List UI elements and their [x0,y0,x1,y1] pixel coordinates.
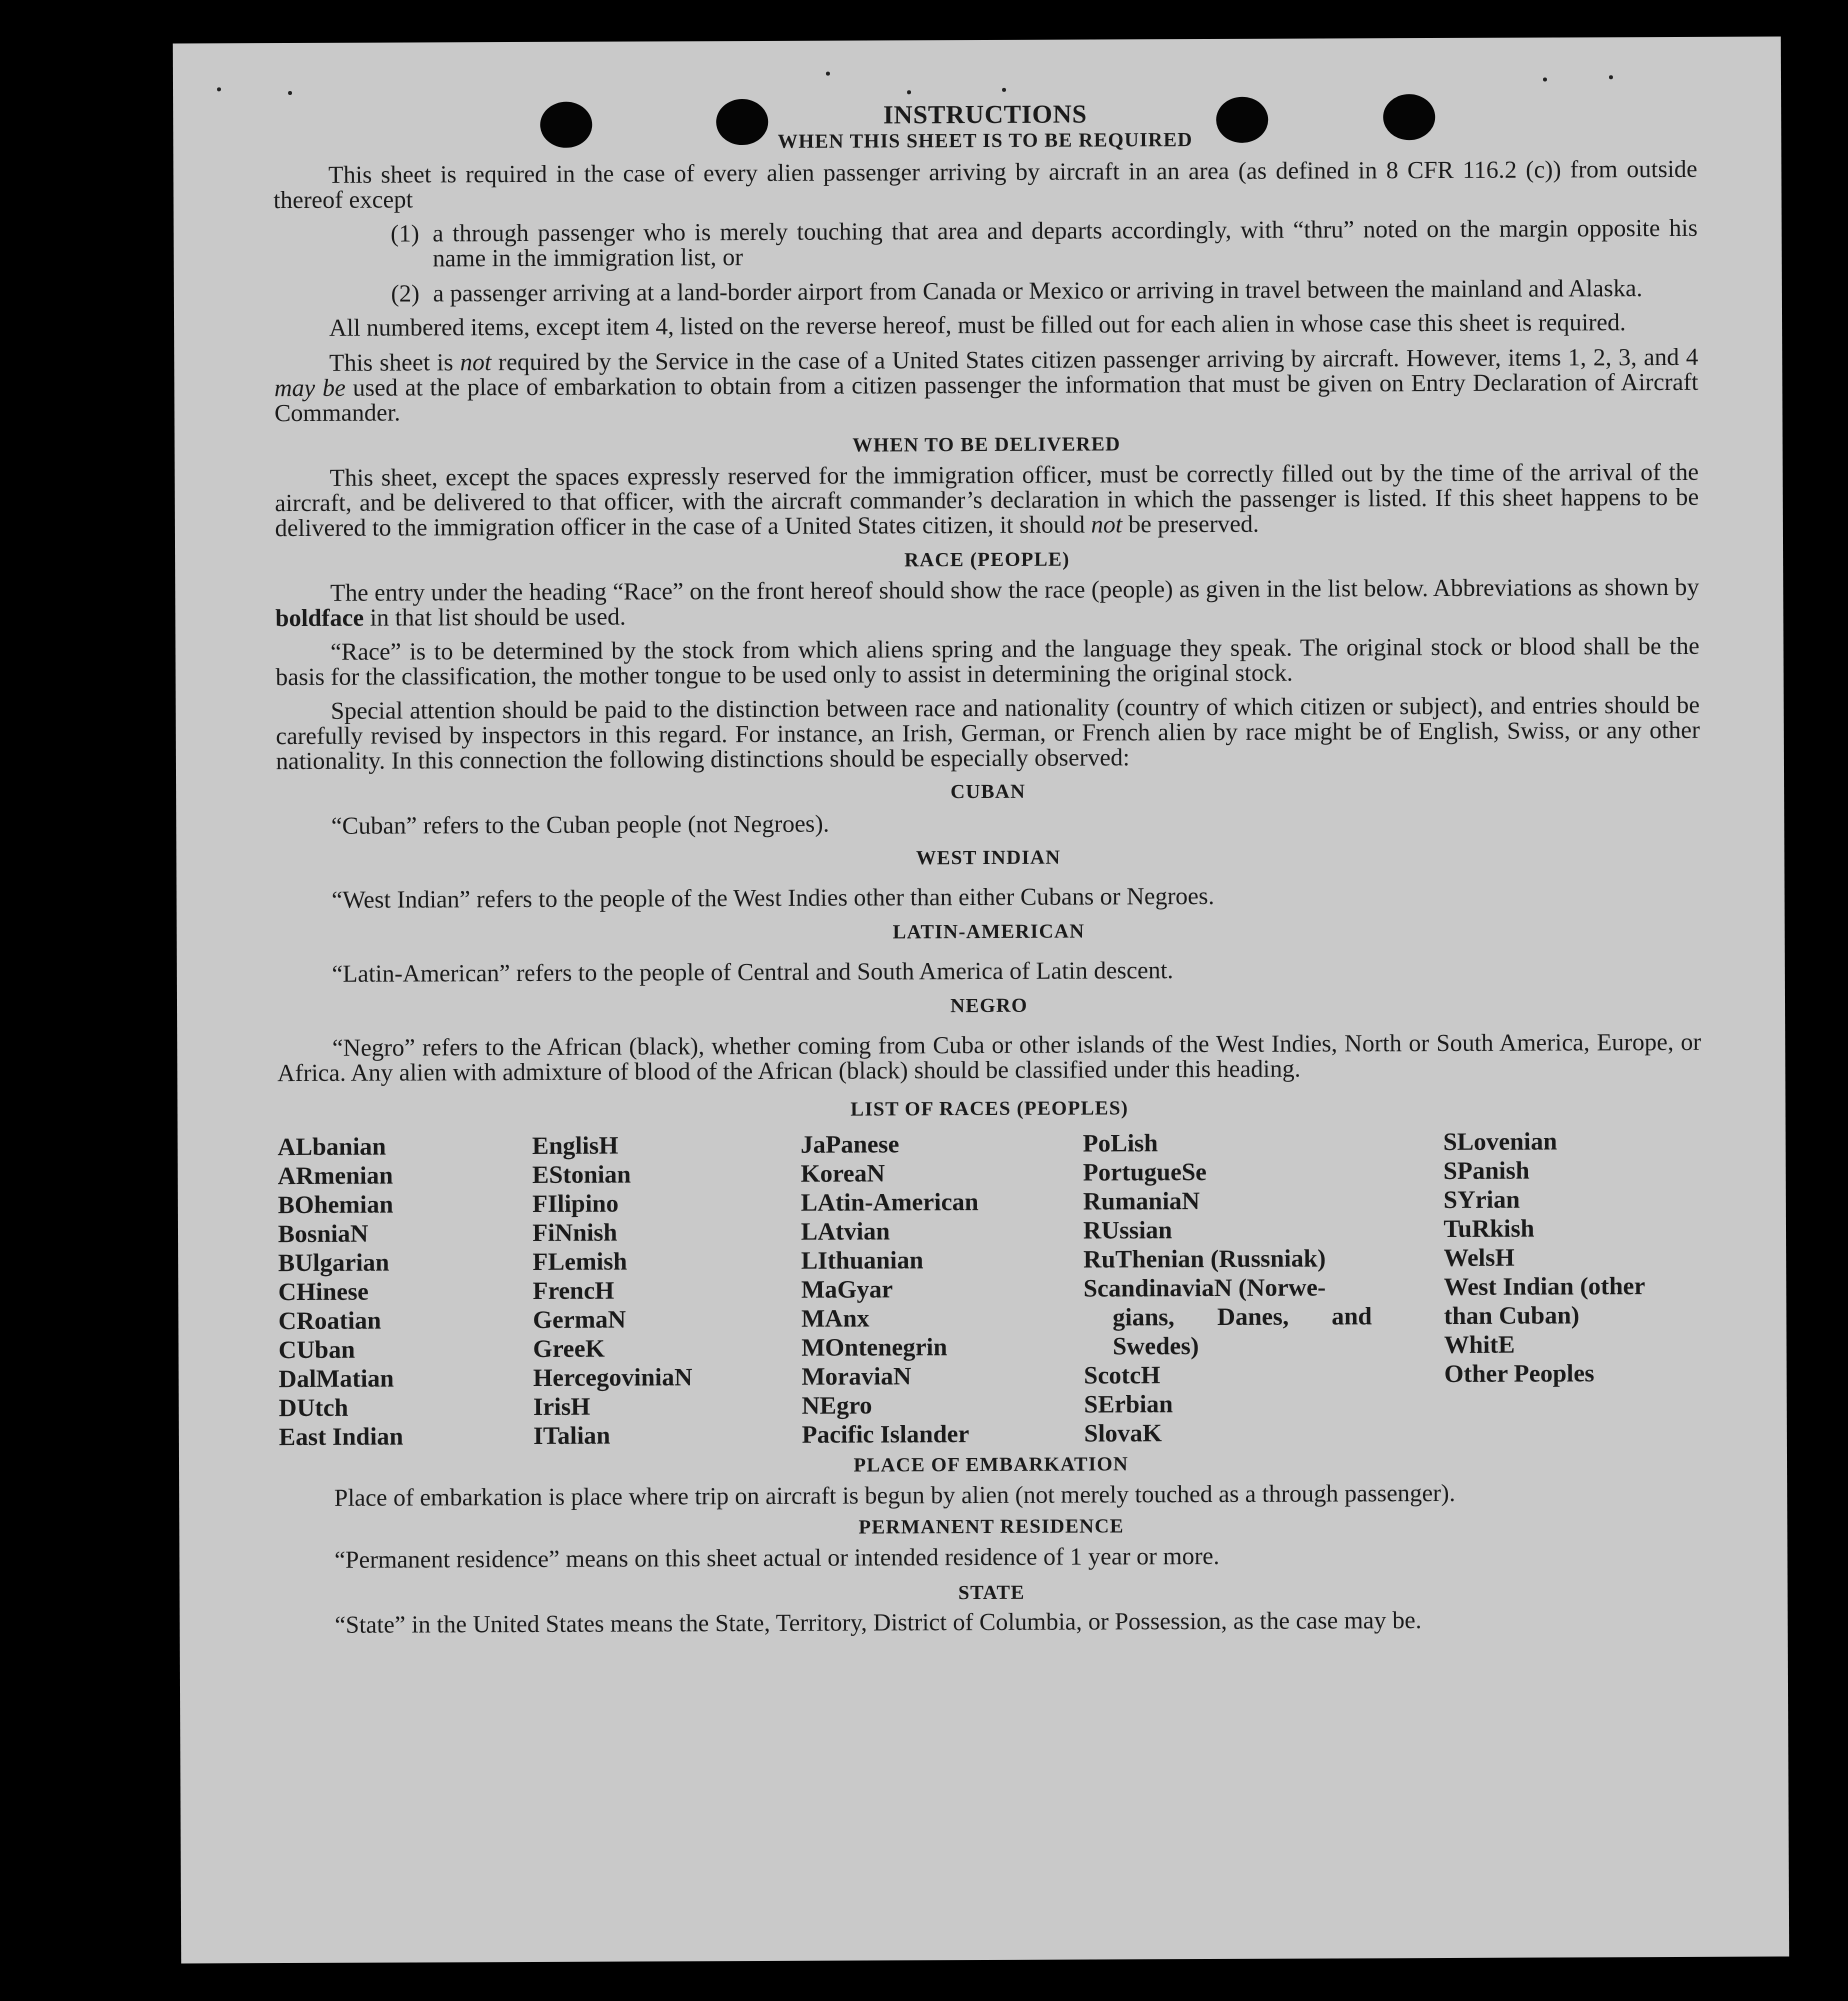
race-entry: SPanish [1443,1157,1530,1185]
text-run: be preserved. [1122,510,1260,539]
race-entry: JaPanese [800,1131,900,1159]
text-run: in that list should be used. [363,603,626,632]
race-entry: BOhemian [277,1191,394,1220]
section-heading-race: RACE (PEOPLE) [904,548,1070,572]
races-column [278,1132,534,1452]
race-entry: FiNnish [532,1219,618,1247]
race-entry: GermaN [532,1306,626,1334]
speck [217,87,221,91]
race-entry: MAnx [801,1305,870,1333]
paragraph: “Latin-American” refers to the people of Central and South America of Latin descent. [331,957,1174,988]
race-entry: LIthuanian [800,1247,924,1275]
paragraph: “West Indian” refers to the people of the West Indies other than either Cubans or Negroes. [331,882,1215,914]
section-heading-required: WHEN THIS SHEET IS TO BE REQUIRED [777,129,1193,153]
race-entry: MOntenegrin [801,1334,948,1362]
race-entry: than Cuban) [1443,1302,1580,1330]
section-heading-embarkation: PLACE OF EMBARKATION [853,1453,1129,1477]
list-item [391,276,1698,307]
section-heading-negro: NEGRO [950,994,1028,1018]
paragraph: “State” in the United States means the State, Territory, District of Columbia, or Possession, as the case may be. [334,1607,1422,1639]
race-entry: CRoatian [278,1307,382,1336]
race-entry: Swedes) [1112,1333,1199,1361]
race-entry: Pacific Islander [801,1421,970,1449]
paragraph: This sheet is required in the case of every alien passenger arriving by aircraft in an area (as defined in 8 CFR 116.2 (c)) from outside thereof except [273,155,1698,215]
race-entry: RumaniaN [1083,1188,1200,1216]
paragraph [275,460,1699,541]
races-column [1083,1128,1373,1448]
text-run: This sheet is [329,349,461,377]
paragraph: “Negro” refers to the African (black), whether coming from Cuba or other islands of the West Indies, North or South America, Europe, or Africa. Any alien with admixture of blood of the African (black) should be classified under this heading. [277,1028,1702,1088]
race-entry: CHinese [278,1278,369,1307]
race-entry: gians, Danes, and [1112,1303,1372,1332]
race-entry: LAtin-American [800,1189,979,1217]
text-run: may be [274,374,346,403]
section-heading-cuban: CUBAN [950,780,1026,804]
text-run: The entry under the heading “Race” on the front hereof should show the race (people) as given in the list below. Abbreviations as shown by [330,573,1700,607]
race-entry: SLovenian [1443,1128,1558,1156]
race-entry: FIlipino [532,1190,619,1218]
section-heading-permanent-residence: PERMANENT RESIDENCE [858,1515,1125,1539]
page-title: INSTRUCTIONS [883,99,1088,130]
text-run: boldface [275,604,364,633]
race-entry: IrisH [533,1393,591,1421]
races-list [278,1127,1703,1452]
race-entry: BUlgarian [278,1249,390,1278]
race-entry: ITalian [533,1422,611,1450]
race-entry: RuThenian (Russniak) [1083,1245,1326,1274]
section-heading-latin-american: LATIN-AMERICAN [892,920,1085,944]
race-entry: MoraviaN [801,1363,912,1391]
list-item [391,216,1698,272]
text-run: required by the Service in the case of a United States citizen passenger arriving by aircraft. However, items 1, 2, 3, and 4 [491,343,1699,377]
speck [826,72,830,76]
races-column [800,1130,1084,1450]
speck [1543,78,1547,82]
race-entry: RUssian [1083,1217,1173,1245]
race-entry: PoLish [1082,1130,1158,1158]
race-entry: EnglisH [532,1132,619,1160]
instructions-content [273,99,1704,1638]
race-entry: ScandinaviaN (Norwe- [1083,1274,1326,1303]
item-text: a passenger arriving at a land-border airport from Canada or Mexico or arriving in travel between the mainland and Alaska. [432,275,1643,308]
race-entry: MaGyar [801,1276,893,1304]
text-run: not [460,349,492,377]
race-entry: ALbanian [277,1133,387,1162]
race-entry: Other Peoples [1444,1360,1595,1388]
race-entry: West Indian (other [1443,1273,1646,1301]
section-heading-west-indian: WEST INDIAN [916,846,1061,870]
paragraph: “Race” is to be determined by the stock from which aliens spring and the language they speak. The original stock or blood shall be the basis for the classification, the mother tongue to be used only to assist in determining the original stock. [275,632,1700,692]
race-entry: SErbian [1083,1391,1173,1419]
document-sheet [173,37,1789,1964]
section-heading-state: STATE [958,1581,1025,1605]
text-run: not [1090,511,1123,539]
section-heading-list-of-races: LIST OF RACES (PEOPLES) [850,1097,1129,1121]
item-number: (2) [390,280,420,308]
race-entry: KoreaN [800,1160,885,1188]
race-entry: BosniaN [277,1220,369,1249]
race-entry: HercegovinіaN [533,1364,693,1392]
race-entry: LAtvian [800,1218,890,1246]
paragraph: Place of embarkation is place where trip on aircraft is begun by alien (not merely touched as a through passenger). [334,1479,1456,1512]
item-text: a through passenger who is merely touching that area and departs accordingly, with “thru” noted on the margin opposite his name in the immigration list, or [432,214,1698,273]
race-entry: ARmenian [277,1162,394,1191]
paragraph: All numbered items, except item 4, listed on the reverse hereof, must be filled out for each alien in whose case this sheet is required. [329,309,1626,342]
text-run: This sheet, except the spaces expressly reserved for the immigration officer, must be correctly filled out by the time of the arrival of the aircraft, and be delivered to that officer, with the aircraft commander’s declaration in which the passenger is listed. If this sheet happens to be delivered to the immigration officer in the case of a United States citizen, it should [274,458,1699,543]
paragraph: “Cuban” refers to the Cuban people (not Negroes). [331,810,830,840]
paragraph: Special attention should be paid to the distinction between race and nationality (country of which citizen or subject), and entries should be carefully revised by inspectors in this regard. For instance, an Irish, German, or French alien by race might be of English, Swiss, or any other nationality. In this connection the following distinctions should be especially observed: [275,691,1700,776]
item-number: (1) [390,220,420,248]
paragraph [274,345,1698,426]
race-entry: DalMatian [278,1365,394,1394]
race-entry: EStonian [532,1161,631,1189]
race-entry: FLemish [532,1248,628,1276]
race-entry: SYrian [1443,1186,1520,1214]
speck [907,90,911,94]
race-entry: NEgro [801,1392,873,1420]
races-column [1443,1127,1703,1447]
section-heading-delivered: WHEN TO BE DELIVERED [852,433,1121,457]
race-entry: SlovaK [1084,1420,1162,1448]
race-entry: TuRkish [1443,1215,1535,1243]
speck [1609,75,1613,79]
race-entry: ScotcH [1083,1362,1161,1390]
paragraph: “Permanent residence” means on this sheet actual or intended residence of 1 year or more. [334,1542,1220,1574]
text-run: used at the place of embarkation to obtain from a citizen passenger the information that must be given on Entry Declaration of Aircraft Commander. [274,368,1699,428]
race-entry: WhitE [1443,1331,1515,1359]
races-column [532,1131,802,1451]
race-entry: WelsH [1443,1244,1515,1272]
race-entry: PortugueSe [1082,1159,1207,1187]
speck [288,91,292,95]
race-entry: East Indian [278,1423,404,1452]
race-entry: FrencH [532,1277,615,1305]
race-entry: GreeK [532,1335,605,1363]
speck [1002,88,1006,92]
race-entry: DUtch [278,1394,349,1423]
race-entry: CUban [278,1336,356,1365]
paragraph [275,575,1699,631]
